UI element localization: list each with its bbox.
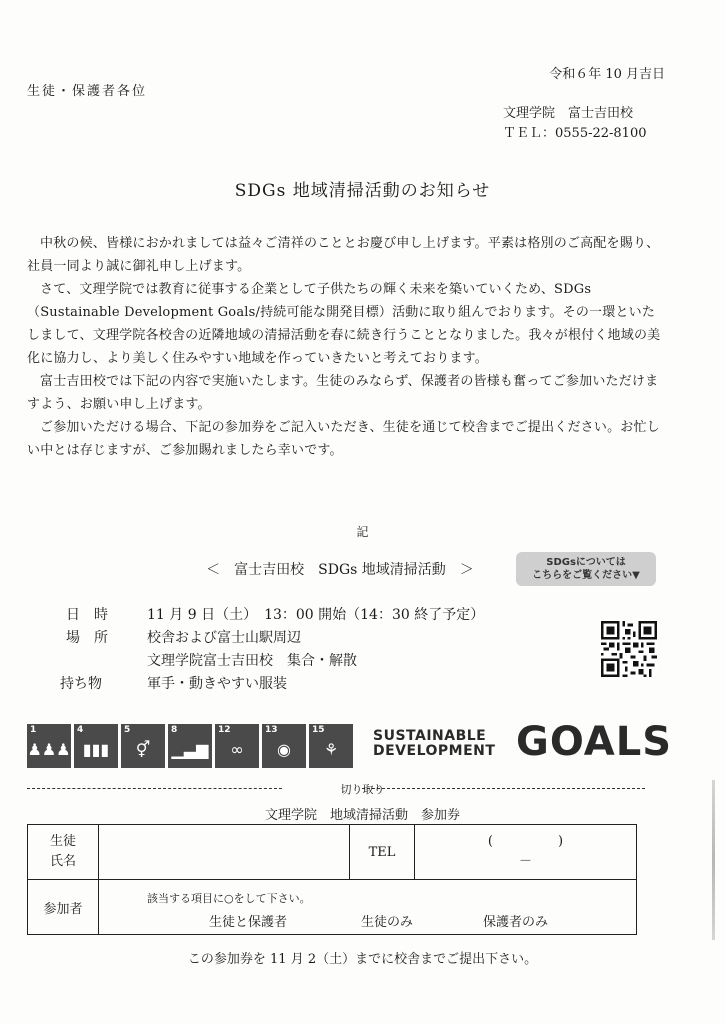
sdg-tile-4-icon: 4 ▮▮▮	[74, 724, 118, 768]
document-title: SDGs 地域清掃活動のお知らせ	[234, 181, 491, 201]
place-value-1: 校舎および富士山駅周辺	[147, 630, 301, 646]
sdg-tile-13-icon: 13 ◉	[262, 724, 306, 768]
scan-edge	[712, 780, 715, 940]
paragraph-greeting: 中秋の候、皆様におかれましては益々ご清祥のこととお慶び申し上げます。平素は格別のご高配を賜り、社員一同より誠に御礼申し上げます。	[27, 236, 660, 274]
option-parent-only[interactable]: 保護者のみ	[483, 915, 549, 930]
letter-body	[27, 232, 667, 462]
sdg-tile-5-icon: 5 ⚥	[121, 724, 165, 768]
event-subtitle: ＜ 富士吉田校 SDGs 地域清掃活動 ＞	[206, 562, 474, 578]
qr-code-icon[interactable]	[601, 621, 657, 677]
tel-label: TEL	[350, 825, 415, 880]
sdgs-logo-goals: GOALS	[516, 719, 673, 765]
tel-paren: ( )	[487, 834, 564, 849]
ki-marker: 記	[356, 525, 369, 539]
items-value: 軍手・動きやすい服装	[147, 676, 287, 692]
place-value-2: 文理学院富士吉田校 集合・解散	[147, 653, 357, 669]
student-name-field[interactable]	[99, 825, 350, 880]
date-value: 11 月 9 日（土） 13：00 開始（14：30 終了予定）	[147, 607, 485, 623]
cut-label: 切り取り	[340, 783, 385, 796]
ticket-title: 文理学院 地域清掃活動 参加券	[264, 808, 460, 823]
sdgs-info-line1: SDGsについては	[546, 557, 626, 568]
participation-ticket	[27, 824, 637, 935]
sdg-tile-12-icon: 12 ∞	[215, 724, 259, 768]
participant-label: 参加者	[28, 880, 99, 935]
tel-dash: －	[518, 854, 532, 869]
date-label: 日 時	[66, 607, 108, 623]
items-label: 持ち物	[60, 676, 102, 692]
place-label: 場 所	[66, 630, 108, 646]
submission-deadline-note: この参加券を 11 月 2（土）までに校舎までご提出下さい。	[187, 952, 538, 967]
participant-instruction: 該当する項目に○をして下さい。	[147, 892, 311, 905]
sender-name: 文理学院 富士吉田校	[503, 106, 634, 121]
participant-options	[99, 880, 637, 935]
student-name-label: 生徒 氏名	[28, 825, 99, 880]
paragraph-invitation: 富士吉田校では下記の内容で実施いたします。生徒のみならず、保護者の皆様も奮ってご参加いただけますよう、お願い申し上げます。	[27, 374, 659, 412]
sdg-tile-15-icon: 15 ⚘	[309, 724, 353, 768]
sdgs-info-button[interactable]	[516, 552, 656, 586]
tel-field[interactable]	[415, 825, 637, 880]
sdgs-logo-text: SUSTAINABLE DEVELOPMENT	[373, 728, 496, 759]
option-student-and-parent[interactable]: 生徒と保護者	[209, 915, 288, 930]
sdg-tile-8-icon: 8 ▁▃▆	[168, 724, 212, 768]
recipient: 生徒・保護者各位	[27, 84, 148, 99]
paragraph-sdgs: さて、文理学院では教育に従事する企業として子供たちの輝く未来を築いていくため、SDGs（Sustainable Development Goals/持続可能な開発目標）活動に取り組んでおります。その一環といたしまして、文理学院各校舎の近隣地域の清掃活動を春に続き行うこととなりました。我々が根付く地域の美化に協力し、より美しく住みやすい地域を作っていきたいと考えております。	[27, 282, 661, 366]
sdgs-info-line2: こちらをご覧ください▼	[532, 570, 640, 581]
sdg-tile-1-icon: 1 ♟♟♟	[27, 724, 71, 768]
sender-tel: ＴＥＬ：0555-22-8100	[503, 126, 647, 141]
paragraph-submission: ご参加いただける場合、下記の参加券をご記入いただき、生徒を通じて校舎までご提出ください。お忙しい中とは存じますが、ご参加賜れましたら幸いです。	[27, 420, 660, 458]
option-student-only[interactable]: 生徒のみ	[361, 915, 414, 930]
issue-date: 令和６年 10 月吉日	[549, 67, 665, 82]
